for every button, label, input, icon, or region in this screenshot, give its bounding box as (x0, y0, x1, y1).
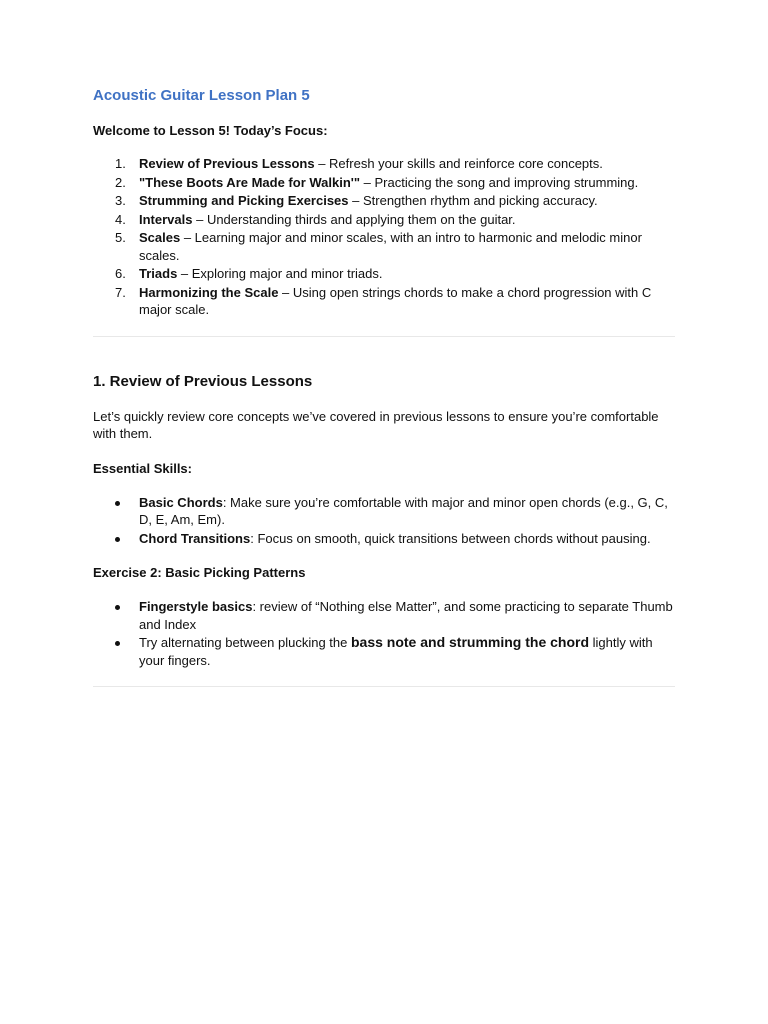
focus-item-number: 5. (115, 230, 126, 245)
exercise-list (93, 598, 675, 669)
section-intro: Let’s quickly review core concepts we’ve covered in previous lessons to ensure you’re comfortable with them. (93, 408, 659, 441)
bullet-icon (115, 537, 120, 542)
exercise-title: Fingerstyle basics (139, 599, 253, 614)
bullet-icon (115, 501, 120, 506)
skill-description: : Focus on smooth, quick transitions between chords without pausing. (250, 530, 651, 546)
exercise-description: : review of “Nothing else Matter”, and some practicing to separate Thumb and Index (139, 599, 673, 632)
list-item (93, 598, 675, 633)
focus-item-description: – Practicing the song and improving strumming. (360, 174, 639, 190)
focus-item-description: – Strengthen rhythm and picking accuracy. (348, 193, 598, 208)
bullet-icon (115, 605, 120, 610)
focus-item-number: 1. (115, 156, 126, 171)
skill-title: Chord Transitions (139, 530, 251, 546)
focus-item-title: Scales (139, 230, 181, 245)
focus-item-description: – Refresh your skills and reinforce core concepts. (314, 156, 603, 171)
welcome-line: Welcome to Lesson 5! Today’s Focus: (93, 123, 328, 138)
focus-item-title: "These Boots Are Made for Walkin'" (139, 174, 361, 190)
document-title: Acoustic Guitar Lesson Plan 5 (93, 87, 310, 104)
bullet-icon (115, 641, 120, 646)
focus-item-number: 4. (115, 211, 126, 227)
list-item (93, 530, 675, 548)
focus-item (93, 211, 675, 229)
focus-item (93, 192, 675, 210)
list-item (93, 634, 675, 669)
exercise-text-before: Try alternating between plucking the (139, 635, 351, 650)
focus-item (93, 174, 675, 192)
focus-item-number: 2. (115, 174, 126, 190)
skills-heading: Essential Skills: (93, 460, 192, 476)
horizontal-divider (93, 336, 675, 337)
exercise-heading: Exercise 2: Basic Picking Patterns (93, 565, 306, 580)
skill-title: Basic Chords (139, 494, 223, 510)
focus-item (93, 155, 675, 173)
focus-item-title: Strumming and Picking Exercises (139, 193, 349, 208)
focus-item-title: Intervals (139, 211, 193, 227)
focus-item-description: – Understanding thirds and applying them on the guitar. (192, 211, 516, 227)
focus-item-description: – Using open strings chords to make a chord progression with C major scale. (139, 284, 652, 317)
document-page (93, 86, 675, 687)
focus-item-description: – Learning major and minor scales, with an intro to harmonic and melodic minor scales. (139, 230, 642, 263)
focus-item-number: 3. (115, 193, 126, 208)
focus-item-title: Triads (139, 266, 178, 281)
focus-item (93, 265, 675, 283)
focus-item-title: Harmonizing the Scale (139, 284, 279, 300)
focus-item-description: – Exploring major and minor triads. (177, 266, 383, 281)
skill-description: : Make sure you’re comfortable with major and minor open chords (e.g., G, C, D, E, Am, Em). (139, 494, 668, 527)
section-heading: 1. Review of Previous Lessons (93, 372, 313, 390)
focus-item (93, 284, 675, 319)
exercise-emphasis: bass note and strumming the chord (350, 634, 590, 650)
exercise-text-after: lightly with your fingers. (139, 635, 653, 668)
focus-list (93, 155, 675, 319)
focus-item-number: 7. (115, 284, 126, 300)
horizontal-divider (93, 686, 675, 687)
focus-item-number: 6. (115, 266, 126, 281)
skills-list (93, 494, 675, 548)
list-item (93, 494, 675, 529)
focus-item (93, 229, 675, 264)
focus-item-title: Review of Previous Lessons (139, 156, 315, 171)
